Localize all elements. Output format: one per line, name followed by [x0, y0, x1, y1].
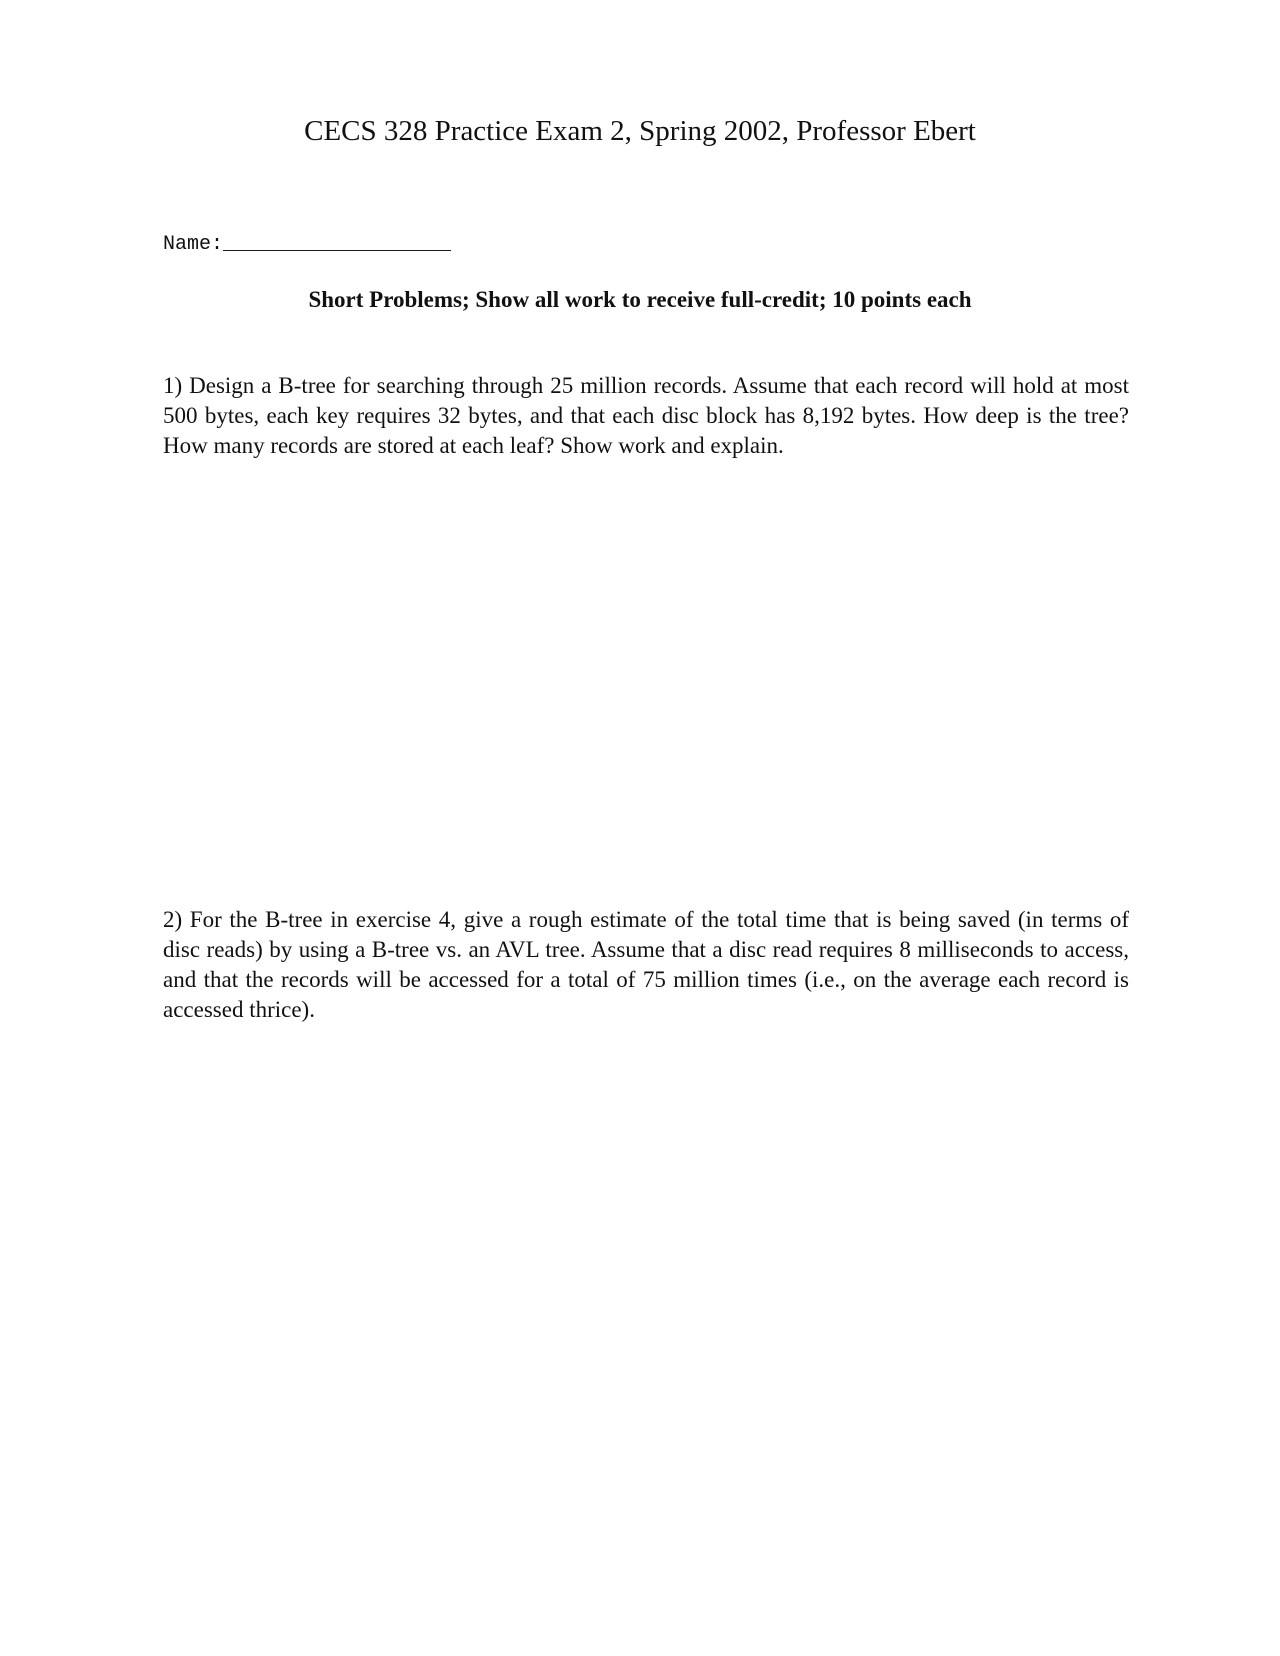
section-heading: Short Problems; Show all work to receive full-credit; 10 points each	[308, 287, 972, 312]
name-label: Name:	[163, 233, 224, 256]
name-blank: ___________________	[223, 233, 452, 256]
problem-1: 1) Design a B-tree for searching through 25 million records. Assume that each record will hold at most 500 bytes, each key requires 32 bytes, and that each disc block has 8,192 bytes. How deep is the tree? How many records are stored at each leaf? Show work and explain.	[163, 373, 1129, 458]
name-field	[163, 233, 451, 256]
problem-2: 2) For the B-tree in exercise 4, give a rough estimate of the total time that is being saved (in terms of disc reads) by using a B-tree vs. an AVL tree. Assume that a disc read requires 8 milliseconds to access, and that the records will be accessed for a total of 75 million times (i.e., on the average each record is accessed thrice).	[163, 907, 1129, 1022]
exam-title: CECS 328 Practice Exam 2, Spring 2002, Professor Ebert	[304, 115, 976, 147]
